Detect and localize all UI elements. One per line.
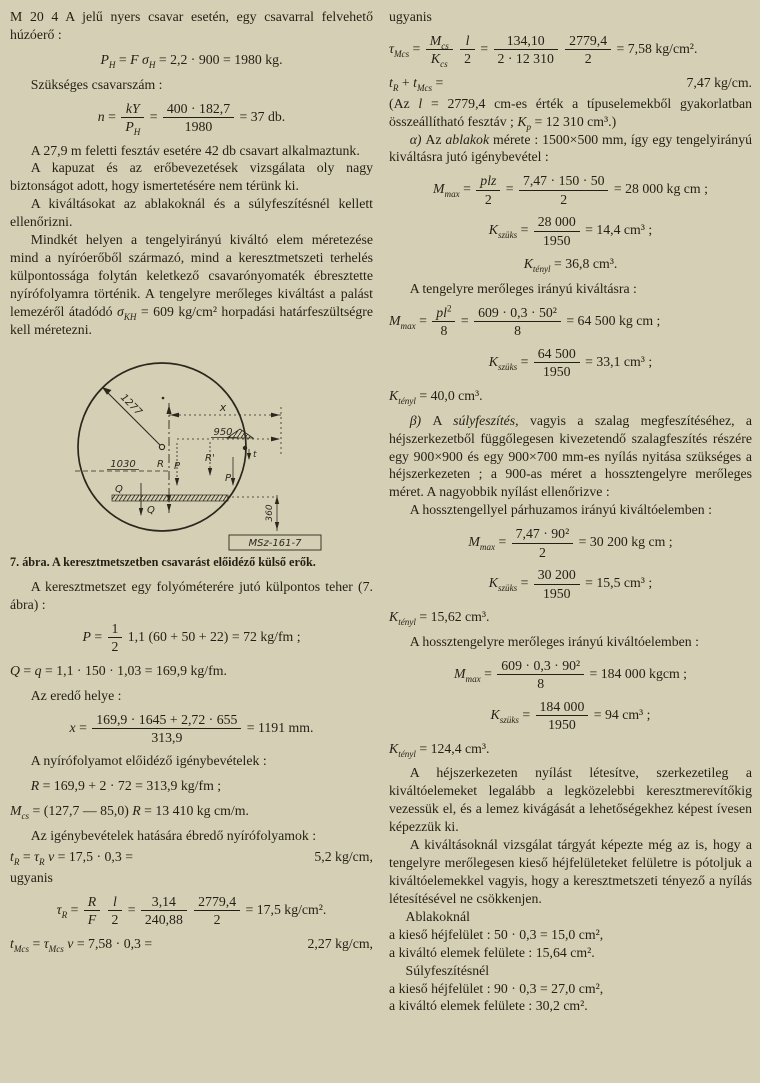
list-line: Súlyfeszítésnél <box>405 962 490 978</box>
formula: $K_{tényl} = 124,4$ cm³. <box>389 740 490 759</box>
formula: $K_{szüks}$ = $\frac{64 500}{1950}$ = 33,1 cm³ ; <box>488 345 653 380</box>
paragraph: M 20 4 A jelű nyers csavar esetén, egy csavarral felvehető húzóerő : <box>10 9 373 42</box>
formula: $K_{szüks}$ = $\frac{184 000}{1950}$ = 94 cm³ ; <box>490 698 651 733</box>
formula-line: $t_{Mcs} = \tau_{Mcs}$ v = 7,58 · 0,3 = 2,27 kg/cm, <box>10 935 373 954</box>
paragraph: A tengelyre merőleges irányú kiváltásra : <box>409 281 637 297</box>
formula: $M_{max}$ = $\frac{pl^2}{8}$ = $\frac{\text{609 · 0,3 · 50²}}{8}$ = 64 500 kg cm ; <box>389 303 661 339</box>
list-line: Ablakoknál <box>405 908 470 924</box>
figure-caption: 7. ábra. A keresztmetszetben csavarást előidéző külső erők. <box>10 554 316 569</box>
formula: $\tau_{Mcs}$ = $\frac{M_{cs}}{K_{cs}}$ $\frac{l}{2}$ = $\frac{134,10}{2 \cdot 12 310}$ $\frac{2779,4}{2}$ = 7,58 kg/cm². <box>389 32 698 70</box>
figure-label-P-right: P <box>224 472 231 484</box>
paragraph: Szükséges csavarszám : <box>30 76 163 92</box>
figure-label-Q-bottom: Q <box>146 504 155 516</box>
figure-label-950: 950 <box>212 426 233 438</box>
figure-label-standard: MSz-161-7 <box>248 537 301 549</box>
figure-label-360: 360 <box>264 504 275 522</box>
paragraph: A kapuzat és az erőbevezetések vizsgálata oly nagy biztonságot adott, hogy ismertetésére nem térünk ki. <box>10 160 373 194</box>
formula-line: $t_R + t_{Mcs}$ = 7,47 kg/cm. <box>389 74 752 93</box>
figure-label-x: x <box>219 400 226 414</box>
formula: $K_{tényl} = 40,0$ cm³. <box>389 387 483 406</box>
formula: $\tau_R$ = $\frac{R}{F}$ $\frac{l}{2}$ = $\frac{3,14}{240,88}$ $\frac{2779,4}{2}$ = 17,5 kg/cm². <box>56 893 327 928</box>
figure-label-R-prime: R' <box>204 452 215 464</box>
figure-label-R: R <box>156 458 164 470</box>
paragraph: Az igénybevételek hatására ébredő nyírófolyamok : <box>30 828 317 844</box>
figure <box>10 345 373 570</box>
formula: $K_{tényl} = 36,8$ cm³. <box>523 256 618 274</box>
list-line: a kieső héjfelület : 90 · 0,3 = 27,0 cm², <box>389 980 604 996</box>
formula: x = $\frac{169,9 \cdot 1645 + 2,72 \cdot 655}{313,9}$ = 1191 mm. <box>69 711 314 745</box>
paragraph: ugyanis <box>10 870 53 885</box>
figure-label-radius: 1277 <box>117 391 144 418</box>
right-column <box>389 8 752 1083</box>
figure-label-1030: 1030 <box>109 458 136 470</box>
center-point <box>159 444 164 449</box>
paragraph: A keresztmetszet egy folyóméterére jutó külpontos teher (7. ábra) : <box>10 578 373 612</box>
paragraph: A 27,9 m feletti fesztáv esetére 42 db csavart alkalmaztunk. <box>30 142 360 158</box>
formula: $K_{szüks}$ = $\frac{28 000}{1950}$ = 14,4 cm³ ; <box>488 214 653 248</box>
paragraph: β) A súlyfeszítés, vagyis a szalag megfeszítéséhez, a héjszerkezetből függőlegesen kivezetendő szalagfeszítés részére egy 900×900 és egy 900×700 mm-es nyílás nyitása szükséges a héjszerkezeten ; a 900-as méret a hossztengelyre merőleges méret. A nagyobbik nyílást ellenőrizve : <box>389 412 752 500</box>
paragraph: A kiváltásoknál vizsgálat tárgyát képezte még az is, hogy a tengelyre merőlegesen kieső héjfelületeket felületre is pótoljuk a kiváltóelemekkel vagyis, hogy a keresztmetszeti tényező a nyílás létesítésével ne csökkenjen. <box>389 837 752 906</box>
paragraph: A kiváltásokat az ablakoknál és a súlyfeszítésnél kellett ellenőrizni. <box>10 196 373 230</box>
paragraph: A hossztengelyre merőleges irányú kiváltóelemben : <box>409 633 699 649</box>
paragraph: Az eredő helye : <box>30 687 122 703</box>
left-column <box>10 8 373 1083</box>
paragraph: A hossztengellyel párhuzamos irányú kiváltóelemben : <box>409 502 712 518</box>
formula: R = 169,9 + 2 · 72 = 313,9 kg/fm ; <box>30 778 222 794</box>
figure-label-Q-top: Q <box>114 483 123 495</box>
figure-diagram <box>27 345 357 553</box>
formula: Q = q = 1,1 · 150 · 1,03 = 169,9 kg/fm. <box>10 662 227 678</box>
formula: $P_H = F$ $\sigma_H = 2,2 \cdot 900 = 1980$ kg. <box>100 51 283 70</box>
figure-label-P-center: P <box>173 460 180 472</box>
paragraph: Mindkét helyen a tengelyirányú kiváltó elem méretezése mind a nyíróerőből származó, mind a keresztmetszeti terhelés külpontossága folytán keletkező csavarónyomaték ébresztette nyírófolyamra történik. A tengelyre merőleges kiváltást a palást lemezéről átadódó $\sigma_{KH} = 609$ kg/cm² horpadási határfeszültségre kell méretezni. <box>10 232 373 337</box>
list-line: a kieső héjfelület : 50 · 0,3 = 15,0 cm², <box>389 926 604 942</box>
formula-line: $t_R = \tau_R$ v = 17,5 · 0,3 = 5,2 kg/cm, <box>10 849 373 867</box>
paragraph: ugyanis <box>389 9 432 24</box>
formula: $M_{max}$ = $\frac{\text{7,47 · 90²}}{2}$ = 30 200 kg cm ; <box>468 526 673 560</box>
formula: n = $\frac{kY}{P_H}$ = $\frac{400 \cdot 182,7}{1980}$ = 37 db. <box>97 100 286 137</box>
formula: $M_{max}$ = $\frac{\text{plz}}{2}$ = $\frac{7,47 \cdot 150 \cdot 50}{2}$ = 28 000 kg cm ; <box>433 173 708 207</box>
formula: $K_{szüks}$ = $\frac{30 200}{1950}$ = 15,5 cm³ ; <box>488 567 653 601</box>
formula: P = $\frac{1}{2}$ 1,1 (60 + 50 + 22) = 72 kg/fm ; <box>82 620 301 655</box>
list-line: a kiváltó elemek felülete : 15,64 cm². <box>389 944 595 960</box>
formula: $M_{max}$ = $\frac{\text{609 · 0,3 · 90²}}{8}$ = 184 000 kgcm ; <box>454 657 687 692</box>
figure-label-t: t <box>252 449 257 460</box>
paragraph: A héjszerkezeten nyílást létesítve, szerkezetileg a kiváltóelemeket legalább a legközelebbi keresztmerevítőkig vezessük el, és a lemez kivágását a lehetőségekhez képest ívesen képezzük ki. <box>389 765 752 835</box>
formula: $M_{cs} = (127,7$ — 85,0) R = 13 410 kg cm/m. <box>10 803 249 821</box>
formula: $K_{tényl} = 15,62$ cm³. <box>389 608 490 627</box>
paragraph: (Az l = 2779,4 cm-es érték a típuselemekből gyakorlatban összeállítható fesztáv ; $K_p = 12$ 310 cm³.) <box>389 95 752 132</box>
list-line: a kiváltó elemek felülete : 30,2 cm². <box>389 998 588 1014</box>
paragraph: A nyírófolyamot előidéző igénybevételek : <box>30 753 267 769</box>
paragraph: α) Az ablakok mérete : 1500×500 mm, így egy tengelyirányú kiváltásra jutó igénybevétel : <box>389 131 752 165</box>
